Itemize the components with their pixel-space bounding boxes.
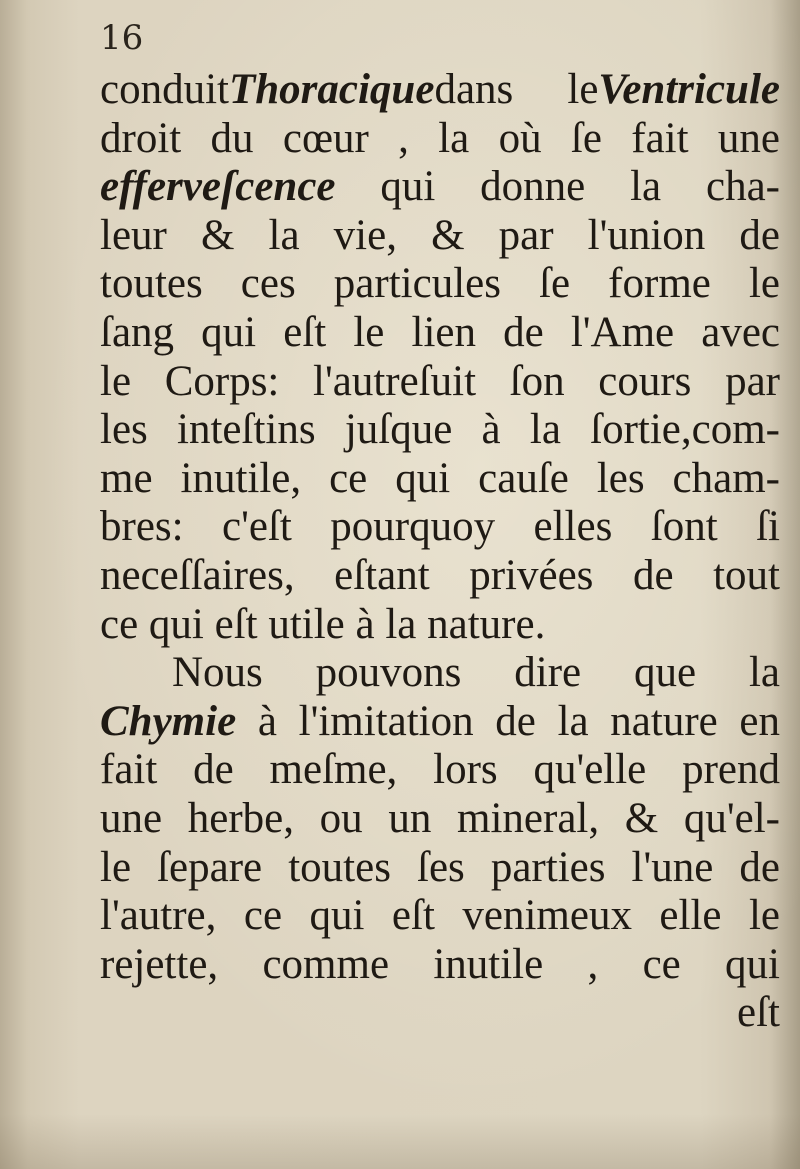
text-line: l'autre, ce qui eſt venimeux elle le [100,892,780,940]
text-fragment: à l'imitation de la nature en [236,697,780,745]
italic-term: Chymie [100,697,237,745]
italic-term: efferveſcence [100,163,336,211]
text-line: fait de meſme, lors qu'elle prend [100,746,780,794]
text-fragment: qui donne la cha- [335,163,780,211]
text-line: ce qui eſt utile à la nature. [100,600,546,648]
text-line: ſang qui eſt le lien de l'Ame avec [100,308,780,356]
text-line [100,163,780,212]
text-line [100,698,780,747]
body-text [100,66,780,1038]
text-line: une herbe, ou un mineral, & qu'el- [100,794,780,842]
text-fragment: dans le [434,66,599,113]
catchword: eſt [737,989,780,1037]
text-line: neceſſaires, eſtant privées de tout [100,551,780,599]
text-line: toutes ces particules ſe forme le [100,260,780,308]
paragraph-start-line: Nous pouvons dire que la [172,649,780,697]
text-line: rejette, comme inutile , ce qui [100,940,780,988]
text-fragment: conduit [100,66,229,113]
text-line: le Corps: l'autreſuit ſon cours par [100,357,780,405]
italic-term: Ventricule [598,66,780,113]
text-line: les inteſtins juſque à la ſortie,com- [100,406,780,454]
text-line: me inutile, ce qui cauſe les cham- [100,454,780,502]
text-line: leur & la vie, & par l'union de [100,211,780,259]
italic-term: Thoracique [228,66,435,113]
page-number: 16 [100,18,144,58]
text-line: bres: c'eſt pourquoy elles ſont ſi [100,503,780,551]
text-line: droit du cœur , la où ſe fait une [100,114,780,162]
text-line: le ſepare toutes ſes parties l'une de [100,843,780,891]
text-line [100,66,780,115]
